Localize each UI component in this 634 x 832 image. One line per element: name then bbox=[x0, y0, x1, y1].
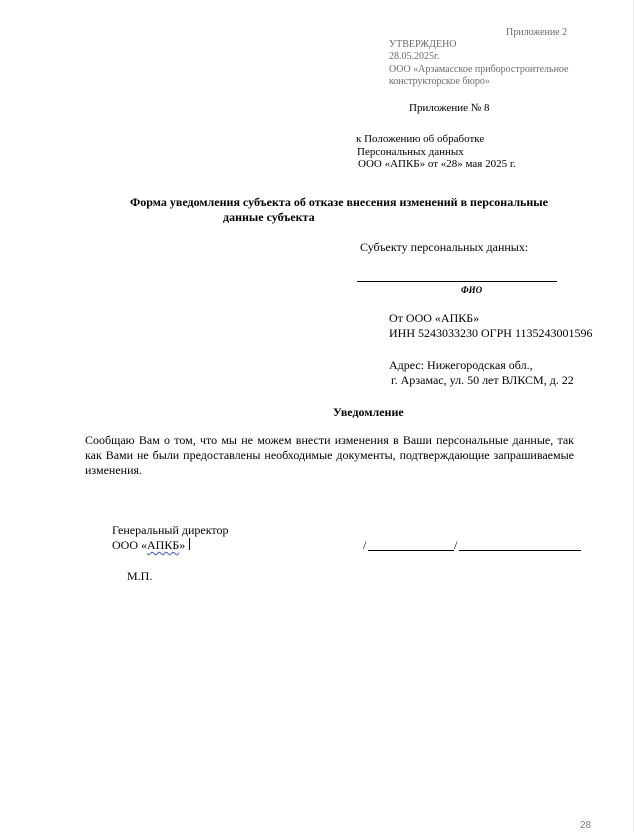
org-suffix: » bbox=[179, 538, 186, 552]
sender-address-line-1: Адрес: Нижегородская обл., bbox=[389, 358, 533, 372]
signature-slash-1: / bbox=[363, 538, 367, 552]
recipient-name-line bbox=[357, 281, 557, 282]
sender-address-line-2: г. Арзамас, ул. 50 лет ВЛКСМ, д. 22 bbox=[391, 373, 574, 387]
form-title-line-2: данные субъекта bbox=[223, 210, 315, 224]
form-title-line-1: Форма уведомления субъекта об отказе внесения изменений в персональные bbox=[130, 195, 549, 209]
org-prefix: ООО « bbox=[112, 538, 147, 552]
recipient-label: Субъекту персональных данных: bbox=[360, 240, 529, 254]
signature-slash-2: / bbox=[454, 538, 458, 552]
appendix-title: Приложение № 8 bbox=[409, 102, 490, 114]
approved-date: 28.05.2025г. bbox=[389, 51, 440, 62]
appendix-line-3: ООО «АПКБ» от «28» мая 2025 г. bbox=[358, 158, 516, 170]
appendix-line-2: Персональных данных bbox=[357, 146, 464, 158]
page-number: 28 bbox=[580, 820, 592, 831]
stamp-label: М.П. bbox=[127, 569, 153, 583]
notice-text: Сообщаю Вам о том, что мы не можем внести изменения в Ваши персональные данные, так как Вами не были предоставлены необходимые документы, подтверждающие запрашиваемые изменения. bbox=[85, 433, 574, 477]
signature-line bbox=[368, 550, 454, 551]
approved-label: УТВЕРЖДЕНО bbox=[389, 39, 457, 50]
appendix-line-1: к Положению об обработке bbox=[356, 133, 485, 145]
text-cursor bbox=[189, 538, 190, 550]
organization-line-1: ООО «Арзамасское приборостроительное bbox=[389, 64, 569, 75]
organization-line-2: конструкторское бюро» bbox=[389, 76, 490, 87]
signature-name-line bbox=[459, 550, 581, 551]
notice-heading: Уведомление bbox=[333, 405, 404, 419]
sender-ids: ИНН 5243033230 ОГРН 1135243001596 bbox=[389, 326, 593, 340]
signature-position: Генеральный директор bbox=[112, 523, 229, 537]
org-name-misspelled: АПКБ bbox=[147, 538, 180, 552]
signature-organization bbox=[112, 538, 190, 552]
sender-from: От ООО «АПКБ» bbox=[389, 311, 480, 325]
fio-caption: ФИО bbox=[461, 285, 483, 295]
appendix-2-label: Приложение 2 bbox=[506, 27, 568, 38]
